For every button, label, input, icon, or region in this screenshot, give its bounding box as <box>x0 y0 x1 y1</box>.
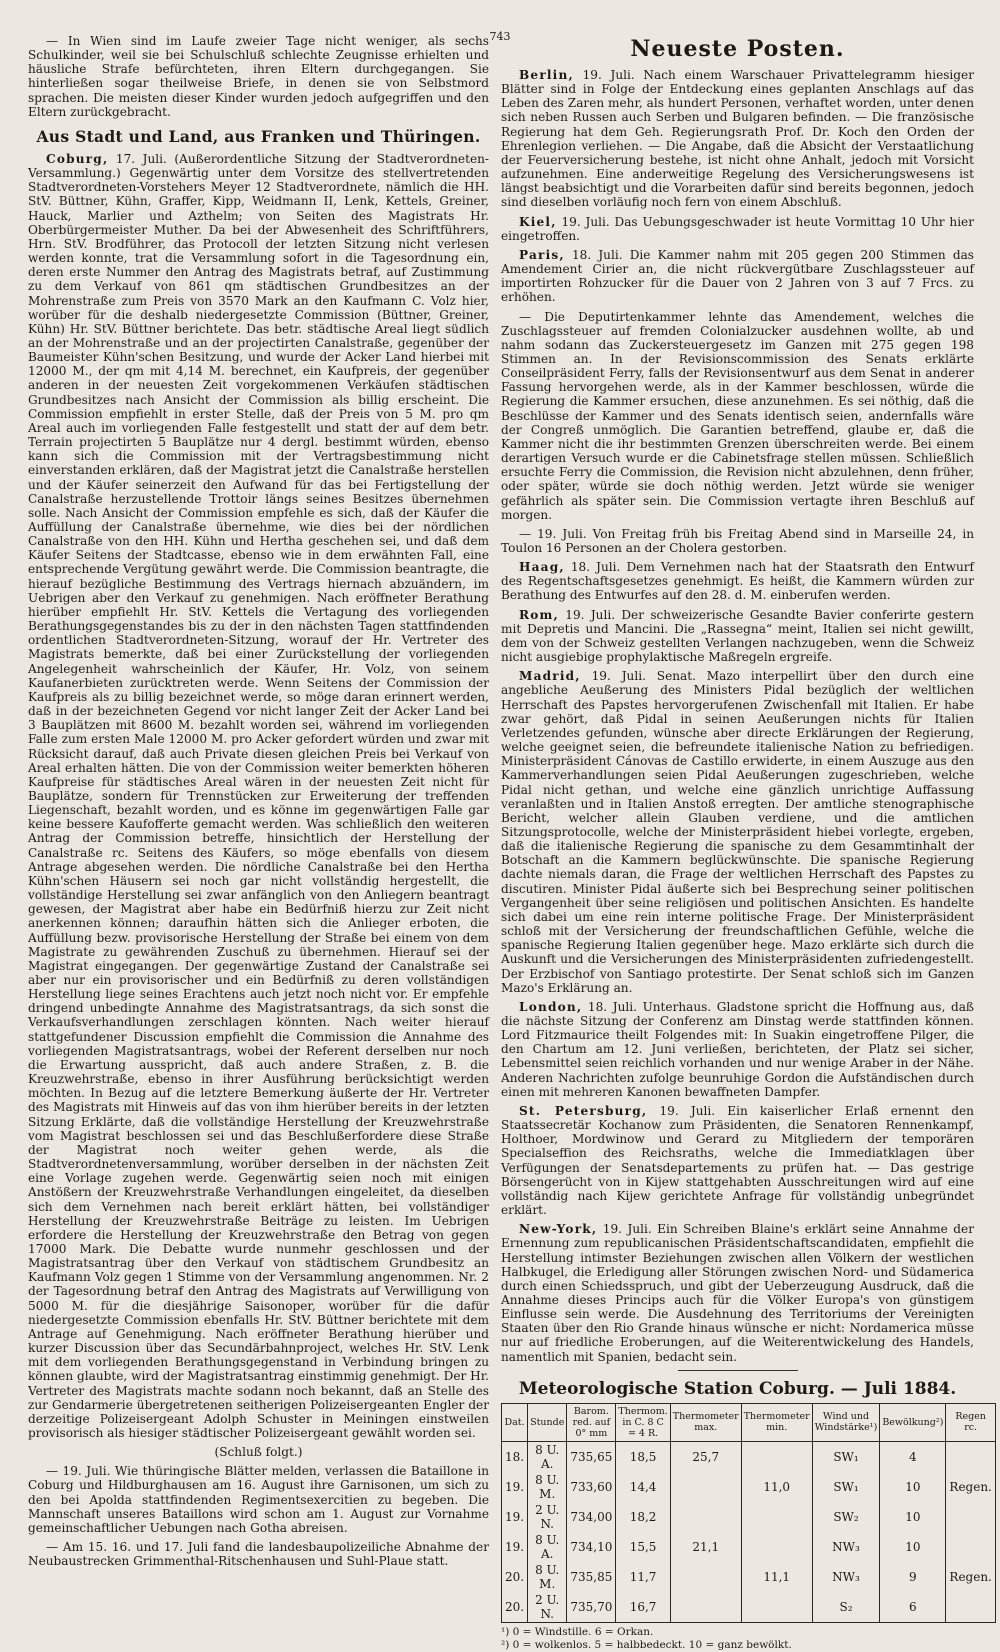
news-item <box>501 68 974 210</box>
news-text: 19. Juli. Ein Schreiben Blaine's erklärt seine Annahme der Ernennung zum republicanischen Präsidentschaftscandidaten, empfiehlt die Herstellung intimster Beziehungen zwischen allen Völkern der westlichen Halbkugel, die Erledigung aller Störungen zwischen Nord- und Südamerica durch einen Schiedsspruch, und gibt der Ueberzeugung Ausdruck, daß die Annahme dieses Princips auch für die Völker Europa's von günstigem Einflusse sein werde. Die Ausdehnung des Territoriums der Vereinigten Staaten über den Rio Grande hinaus wünsche er nicht: Nordamerica müsse nur auf friedliche Eroberungen, auf die Weiterentwickelung des Handels, namentlich mit Spanien, bedacht sein. <box>501 1222 974 1364</box>
table-cell: 20. <box>502 1562 528 1592</box>
news-title: Neueste Posten. <box>630 36 845 62</box>
news-text: 19. Juli. Das Uebungsgeschwader ist heute Vormittag 10 Uhr hier eingetroffen. <box>501 214 974 243</box>
table-cell: 15,5 <box>616 1532 670 1562</box>
table-cell: NW₃ <box>812 1532 880 1562</box>
table-cell <box>670 1472 741 1502</box>
table-row <box>502 1441 996 1472</box>
table-cell: SW₁ <box>812 1441 880 1472</box>
table-cell: 11,7 <box>616 1562 670 1592</box>
col-header: Thermom. in C. 8 C = 4 R. <box>616 1403 670 1441</box>
news-item <box>501 1222 974 1364</box>
table-cell: 735,70 <box>567 1592 616 1623</box>
table-cell: 4 <box>880 1441 946 1472</box>
table-row <box>502 1562 996 1592</box>
table-cell: 735,85 <box>567 1562 616 1592</box>
news-item <box>501 527 974 555</box>
continued-note: (Schluß folgt.) <box>214 1445 303 1460</box>
weather-notes <box>501 1626 974 1652</box>
news-item <box>501 310 974 522</box>
page-number: 743 <box>489 30 511 43</box>
coburg-text: 17. Juli. (Außerordentliche Sitzung der Stadtverordneten-Versammlung.) Gegenwärtig unter dem Vorsitze des stellvertretenden Stadtverordneten-Vorstehers Meyer 12 Stadtverordnete, nämlich die HH. StV. Büttner, Kühn, Graffer, Kipp, Weidmann II, Lenk, Kettels, Greiner, Hauck, Marlier und Azthelm; von Seiten des Magistrats Hr. Oberbürgermeister Muther. Da bei der Abwesenheit des Schriftführers, Hrn. StV. Brodführer, das Protocoll der letzten Sitzung nicht verlesen werden konnte, trat die Versammlung sofort in die Tagesordnung ein, deren erste Nummer den Antrag des Magistrats betraf, auf Zustimmung zu dem Verkauf von 861 qm städtischen Grundbesitzes an der Mohrenstraße zum Preis von 3570 Mark an den Kaufmann C. Volz hier, worüber für die deshalb niedergesetzte Commission (Büttner, Greiner, Kühn) Hr. StV. Büttner berichtete. Das betr. städtische Areal liegt südlich an der Mohrenstraße und an der projectirten Canalstraße, gegenüber der Baumeister Kühn'schen Besitzung, und wurde der Acker Land hierbei mit 12000 M., der qm mit 4,14 M. berechnet, ein Kaufpreis, der gegenüber anderen in der neuesten Zeit vorgekommenen Verkäufen städtischen Grundbesitzes nach Ansicht der Commission als billig erscheint. Die Commission empfiehlt in erster Stelle, daß der Preis von 5 M. pro qm Areal auch im vorliegenden Falle festgestellt und statt der auf dem betr. Terrain projectirten 5 Bauplätze nur 4 dergl. bestimmt würden, ebenso kann sich die Commission mit der Vertragsbestimmung nicht einverstanden erklären, daß der Magistrat jetzt die Canalstraße herstellen und der Käufer seinerzeit den Aufwand für das bei Fertigstellung der Canalstraße herzustellende Trottoir längs seines Besitzes übernehmen solle. Nach Ansicht der Commission empfehle es sich, daß der Käufer die Auffüllung der Canalstraße übernehme, wie dies bei der nördlichen Canalstraße von den HH. Kühn und Hertha geschehen sei, und daß dem Käufer Seitens der Stadtcasse, ebenso wie in dem erwähnten Fall, eine entsprechende Vergütung gewährt werde. Die Commission beantragte, die hierauf bezügliche Bestimmung des Vertrags hiernach abzuändern, im Uebrigen aber den Verkauf zu genehmigen. Nach eröffneter Berathung hierüber empfiehlt Hr. StV. Kettels die Vertagung des vorliegenden Berathungsgegenstandes bis zu der in den nächsten Tagen stattfindenden ordentlichen Stadtverordneten-Sitzung, worauf der Hr. Vertreter des Magistrats bemerkte, daß bei einer Zurückstellung der vorliegenden Angelegenheit wahrscheinlich der Käufer, Hr. Volz, von seinem Kaufanerbieten zurücktreten werde. Wenn Seitens der Commission der Kaufpreis als zu billig bezeichnet werde, so möge daran erinnert werden, daß in der bezeichneten Gegend vor nicht langer Zeit der Acker Land bei 3 Bauplätzen mit 8600 M. bezahlt worden sei, während im vorliegenden Falle zum ersten Male 12000 M. pro Acker gefordert würden und zwar mit Rücksicht darauf, daß auch Private diesen gleichen Preis bei Verkauf von Areal erhalten hätten. Die von der Commission weiter bemerkten höheren Kaufpreise für städtisches Areal wären in der neuesten Zeit nicht für Bauplätze, sondern für Trennstücken zur Erweiterung der treffenden Liegenschaft, bezahlt worden, und es könne im gegenwärtigen Falle gar keine bessere Kaufofferte gemacht werden. Was schließlich den weiteren Antrag der Commission betreffe, hinsichtlich der Herstellung der Canalstraße rc. Seitens des Käufers, so möge ebenfalls von diesem Antrage abgesehen werden. Die nördliche Canalstraße bei den Hertha Kühn'schen Häusern sei noch gar nicht vollständig hergestellt, die vollständige Herstellung sei zwar anfänglich von den Anliegern beantragt gewesen, der Magistrat aber habe ein Bedürfniß hierzu zur Zeit nicht anerkennen können; daraufhin hätten sich die Anlieger erboten, die Auffüllung bezw. provisorische Herstellung der Straße bei einem von dem Magistrate zu gewährenden Zuschuß zu übernehmen. Hierauf sei der Magistrat eingegangen. Der gegenwärtige Zustand der Canalstraße sei aber nur ein provisorischer und ein Bedürfniß zu deren vollständigen Herstellung liege seines Erachtens auch jetzt noch nicht vor. Er empfehle dringend unbedingte Annahme des Magistratsantrags, da sich sonst die Verkaufsverhandlungen zerschlagen könnten. Nach weiter hierauf stattgefundener Discussion empfiehlt die Commission die Annahme des vorliegenden Magistratsantrags, wobei der Referent derselben nur noch die Erwartung ausspricht, daß auch andere Straßen, z. B. die Kreuzwehrstraße, ebenso in ihrer Ausführung berücksichtigt werden möchten. In Bezug auf die letztere Bemerkung äußerte der Hr. Vertreter des Magistrats mit Hinweis auf das von ihm hierüber bereits in der letzten Sitzung Erklärte, daß die vollständige Herstellung der Kreuzwehrstraße vom Magistrat beschlossen sei und das Beschlußerfordere diese Straße der Magistrat noch weiter gehen werde, als die Stadtverordnetenversammlung, worüber derselben in der nächsten Zeit eine Vorlage zugehen werde. Gegenwärtig seien noch mit einigen Anstößern der Kreuzwehrstraße Verhandlungen eingeleitet, da dieselben sich dem Vernehmen nach bereit erklärt hätten, bei vollständiger Herstellung der Kreuzwehrstraße Beiträge zu leisten. Im Uebrigen erfordere die Herstellung der Kreuzwehrstraße den Betrag von gegen 17000 Mark. Die Debatte wurde nunmehr geschlossen und der Magistratsantrag über den Verkauf von städtischem Grundbesitz an Kaufmann Volz gegen 1 Stimme von der Versammlung angenommen. Nr. 2 der Tagesordnung betraf den Antrag des Magistrats auf Verwilligung von 5000 M. für die diesjährige Saisonoper, worüber für die dafür niedergesetzte Commission ebenfalls Hr. StV. Büttner berichtete mit dem Antrage auf Genehmigung. Nach eröffneter Berathung hierüber und kurzer Discussion über das Secundärbahnproject, welches Hr. StV. Lenk mit dem vorliegenden Berathungsgegenstand in Verbindung bringen zu können glaubte, wird der Magistratsantrag einstimmig genehmigt. Der Hr. Vertreter des Magistrats machte sodann noch bekannt, daß an Stelle des zur Gendarmerie übergetretenen seitherigen Polizeisergeanten Engler der derzeitige Polizeisergeant Adolph Schuster in Meiningen einstweilen provisorisch als hiesiger städtischer Polizeisergeant gewählt worden sei. <box>28 151 489 1440</box>
table-cell: 734,00 <box>567 1502 616 1532</box>
news-dateline: Haag, <box>519 560 565 575</box>
table-cell: 18,5 <box>616 1441 670 1472</box>
news-text: — 19. Juli. Von Freitag früh bis Freitag Abend sind in Marseille 24, in Toulon 16 Personen an der Cholera gestorben. <box>501 526 974 555</box>
table-cell: 733,60 <box>567 1472 616 1502</box>
section-title: Aus Stadt und Land, aus Franken und Thüringen. <box>36 126 481 146</box>
table-row <box>502 1592 996 1623</box>
table-cell: SW₂ <box>812 1502 880 1532</box>
table-cell: 18. <box>502 1441 528 1472</box>
table-cell: 734,10 <box>567 1532 616 1562</box>
table-cell: 11,0 <box>741 1472 812 1502</box>
table-cell: 14,4 <box>616 1472 670 1502</box>
weather-table-header <box>502 1403 996 1441</box>
col-header: Stunde <box>528 1403 567 1441</box>
news-dateline: New-York, <box>519 1222 598 1237</box>
divider <box>678 1370 798 1371</box>
news-text: — Die Deputirtenkammer lehnte das Amendement, welches die Zuschlagssteuer auf fremden Colonialzucker ausdehnen wollte, ab und nahm sodann das Zuckersteuergesetz im Ganzen mit 275 gegen 198 Stimmen an. In der Revisionscommission des Senats erklärte Conseilpräsident Ferry, falls der Revisionsentwurf aus dem Senat in anderer Fassung hervorgehen werde, als in der Kammer beschlossen, würde die Regierung die Kammer ersuchen, diese anzunehmen. Es sei nöthig, daß die Beschlüsse der Kammer und des Senats identisch seien, andernfalls wäre der Congreß unmöglich. Die Garantien betreffend, glaube er, daß die Kammer nicht die ihr bestimmten Grenzen überschreiten werde. Bei einem derartigen Versuch wurde er die Cabinetsfrage stellen müssen. Schließlich ersuchte Ferry die Commission, die Revision nicht abzulehnen, denn früher, oder später, würde sie doch nöthig werden. Jetzt würde sie weniger gefährlich als später sein. Die Commission vertagte ihren Beschluß auf morgen. <box>501 309 974 522</box>
news-text: 19. Juli. Senat. Mazo interpellirt über den durch eine angebliche Aeußerung des Ministers Pidal bezüglich der weltlichen Herrschaft des Papstes hervorgerufenen Zwischenfall mit Italien. Er habe zwar gehört, daß Pidal in seinen Aeußerungen nichts für Italien Verletzendes gefunden, wünsche aber directe Erklärungen der Regierung, welche geeignet seien, die befreundete italienische Nation zu befriedigen. Ministerpräsident Cánovas de Castillo erwiderte, in einem Auszuge aus den Kammerverhandlungen seien Pidal Aeußerungen zugeschrieben, welche Pidal nicht gethan, und welche eine gänzlich unrichtige Auffassung veranlaßten und in Italien Anstoß erregten. Der amtliche stenographische Bericht, welcher allein Glauben verdiene, und die amtlichen Sitzungsprotocolle, welche der Ministerpräsident hiebei vorlegte, ergeben, daß die italienische Regierung die spanische zu dem Gesammtinhalt der Botschaft an die Kammern beglückwünschte. Die spanische Regierung dachte niemals daran, die Frage der weltlichen Herrschaft des Papstes zu discutiren. Minister Pidal äußerte sich bei Besprechung seiner politischen Vergangenheit über seine religiösen und politischen Ansichten. Es handelte sich dabei um eine rein interne politische Frage. Der Ministerpräsident schloß mit der Versicherung der freundschaftlichen Gefühle, welche die spanische Regierung Italien gegenüber hege. Mazo erklärte sich durch die Auskunft und die Versicherungen des Ministerpräsidenten zufriedengestellt. Der Erzbischof von Santiago protestirte. Der Senat schloß sich im Ganzen Mazo's Erklärung an. <box>501 669 974 995</box>
news-dateline: Rom, <box>519 607 559 622</box>
news-dateline: St. Petersburg, <box>519 1103 648 1118</box>
col-header: Barom. red. auf 0° mm <box>567 1403 616 1441</box>
news-item <box>501 1000 974 1099</box>
col-header: Thermometer min. <box>741 1403 812 1441</box>
table-cell: 8 U. A. <box>528 1441 567 1472</box>
weather-table-title: Meteorologische Station Coburg. — Juli 1884. <box>518 1378 957 1399</box>
table-cell: SW₁ <box>812 1472 880 1502</box>
col-header: Wind und Windstärke¹) <box>812 1403 880 1441</box>
table-cell: 8 U. A. <box>528 1532 567 1562</box>
table-cell: Regen. <box>946 1472 995 1502</box>
table-cell: 9 <box>880 1562 946 1592</box>
wind-note: ¹) 0 = Windstille. 6 = Orkan. <box>501 1625 654 1638</box>
news-text: 19. Juli. Ein kaiserlicher Erlaß ernennt den Staatssecretär Kochanow zum Präsidenten, die Senatoren Rennenkampf, Holthoer, Mordwinow und Gerard zu Mitgliedern der temporären Specialseffion des Reichsraths, welche die Immediatklagen über Verfügungen der Senatsdepartements zu prüfen hat. — Das gestrige Börsengerücht von in Kijew stattgehabten Ausschreitungen wird auf eine vollständig nach Kijew gerichtete Anfrage für vollständig unbegründet erklärt. <box>501 1103 974 1218</box>
table-cell <box>946 1441 995 1472</box>
table-cell <box>670 1562 741 1592</box>
table-cell: S₂ <box>812 1592 880 1623</box>
table-cell <box>946 1592 995 1623</box>
news-item <box>501 560 974 602</box>
news-dateline: Paris, <box>519 247 565 262</box>
table-cell: 10 <box>880 1472 946 1502</box>
vienna-paragraph: — In Wien sind im Laufe zweier Tage nicht weniger, als sechs Schulkinder, weil sie bei Schulschluß schlechte Zeugnisse erhielten und häusliche Strafe befürchteten, ihren Eltern durchgegangen. Sie hinterließen sogar theilweise Briefe, in denen sie von Selbstmord sprachen. Die meisten dieser Kinder wurden jedoch aufgegriffen und den Eltern zurückgebracht. <box>28 34 489 119</box>
battalion-paragraph: — 19. Juli. Wie thüringische Blätter melden, verlassen die Bataillone in Coburg und Hildburghausen am 16. August ihre Garnisonen, um sich zu den bei Apolda stattfindenden Regimentsexercitien zu begeben. Die Mannschaft unseres Bataillons wird schon am 1. August zur Vornahme gemeinschaftlicher Uebungen nach Gotha abreisen. <box>28 1464 489 1535</box>
table-cell: Regen. <box>946 1562 995 1592</box>
railway-paragraph: — Am 15. 16. und 17. Juli fand die landesbaupolizeiliche Abnahme der Neubaustrecken Grimmenthal-Ritschenhausen und Suhl-Plaue statt. <box>28 1540 489 1569</box>
table-cell: 16,7 <box>616 1592 670 1623</box>
table-cell: 735,65 <box>567 1441 616 1472</box>
table-cell <box>946 1532 995 1562</box>
table-cell: 19. <box>502 1532 528 1562</box>
table-cell <box>741 1532 812 1562</box>
table-cell: 18,2 <box>616 1502 670 1532</box>
news-item <box>501 248 974 305</box>
coburg-paragraph <box>28 152 489 1440</box>
table-cell: 8 U. M. <box>528 1472 567 1502</box>
news-text: 19. Juli. Der schweizerische Gesandte Bavier conferirte gestern mit Depretis und Mancini. Die „Rassegna“ meint, Italien sei nicht gewillt, dem von der Schweiz gestellten Verlangen nachzugeben, wenn die Schweiz nicht ausgiebige prophylaktische Maßregeln ergreife. <box>501 607 974 665</box>
table-cell: 11,1 <box>741 1562 812 1592</box>
right-column <box>501 34 992 1651</box>
table-cell <box>741 1592 812 1623</box>
table-cell: 20. <box>502 1592 528 1623</box>
table-cell: 8 U. M. <box>528 1562 567 1592</box>
table-cell <box>670 1502 741 1532</box>
news-dateline: London, <box>519 999 583 1014</box>
table-cell: NW₃ <box>812 1562 880 1592</box>
news-text: 18. Juli. Dem Vernehmen nach hat der Staatsrath den Entwurf des Regentschaftsgesetzes genehmigt. Es heißt, die Kammern würden zur Berathung des Entwurfes auf den 28. d. M. einberufen werden. <box>501 560 974 603</box>
left-column <box>28 34 489 1569</box>
table-cell <box>741 1441 812 1472</box>
table-cell: 19. <box>502 1472 528 1502</box>
table-cell <box>670 1592 741 1623</box>
news-dateline: Kiel, <box>519 214 557 229</box>
news-text: 19. Juli. Nach einem Warschauer Privattelegramm hiesiger Blätter sind in Folge der Entdeckung eines geplanten Anschlags auf das Leben des Zaren mehr, als hundert Personen, verhaftet worden, unter denen sich neben Russen auch Serben und Bulgaren befinden. — Die französische Regierung hat dem Geh. Regierungsrath Prof. Dr. Koch den Orden der Ehrenlegion verliehen. — Die Angabe, daß die Absicht der Verstaatlichung der Feuerversicherung bestehe, ist nicht ohne Anhalt, jedoch mit Vorsicht aufzunehmen. Eine anderweitige Regelung des Versicherungswesens ist längst beabsichtigt und die Vorarbeiten dafür sind bereits begonnen, jedoch sind dieselben vorläufig noch fern von einem Abschluß. <box>501 68 974 210</box>
table-cell: 19. <box>502 1502 528 1532</box>
col-header: Regen rc. <box>946 1403 995 1441</box>
table-cell: 6 <box>880 1592 946 1623</box>
news-item <box>501 1104 974 1217</box>
table-cell: 21,1 <box>670 1532 741 1562</box>
news-item <box>501 608 974 665</box>
table-cell: 10 <box>880 1532 946 1562</box>
table-row <box>502 1532 996 1562</box>
news-dateline: Berlin, <box>519 68 574 82</box>
news-dateline: Madrid, <box>519 669 581 684</box>
table-row <box>502 1502 996 1532</box>
news-item <box>501 215 974 243</box>
news-item <box>501 669 974 995</box>
table-cell: 10 <box>880 1502 946 1532</box>
coburg-dateline: Coburg, <box>46 151 109 166</box>
table-cell <box>946 1502 995 1532</box>
news-text: 18. Juli. Die Kammer nahm mit 205 gegen 200 Stimmen das Amendement Cirier an, die nicht rückvergütbare Zuschlagssteuer auf importirten Rohzucker für die Dauer von 2 Jahren von 3 auf 7 Frcs. zu erhöhen. <box>501 247 974 305</box>
table-row <box>502 1472 996 1502</box>
table-cell <box>741 1502 812 1532</box>
table-cell: 2 U. N. <box>528 1502 567 1532</box>
news-text: 18. Juli. Unterhaus. Gladstone spricht die Hoffnung aus, daß die nächste Sitzung der Conferenz am Dinstag werde stattfinden können. Lord Fitzmaurice theilt Folgendes mit: In Suakin eingetroffene Pilger, die den Chartum am 12. Juni verließen, berichteten, der Platz sei sicher, Lebensmittel seien reichlich vorhanden und nur wenige Araber in der Nähe. Anderen Nachrichten zufolge beunruhige Gordon die Aufständischen durch einen mit mehreren Kanonen bewaffneten Dampfer. <box>501 999 974 1099</box>
table-cell: 25,7 <box>670 1441 741 1472</box>
col-header: Bewölkung²) <box>880 1403 946 1441</box>
col-header: Dat. <box>502 1403 528 1441</box>
cloud-note: ²) 0 = wolkenlos. 5 = halbbedeckt. 10 = ganz bewölkt. <box>501 1638 792 1651</box>
col-header: Thermometer max. <box>670 1403 741 1441</box>
weather-table <box>501 1403 996 1623</box>
table-cell: 2 U. N. <box>528 1592 567 1623</box>
